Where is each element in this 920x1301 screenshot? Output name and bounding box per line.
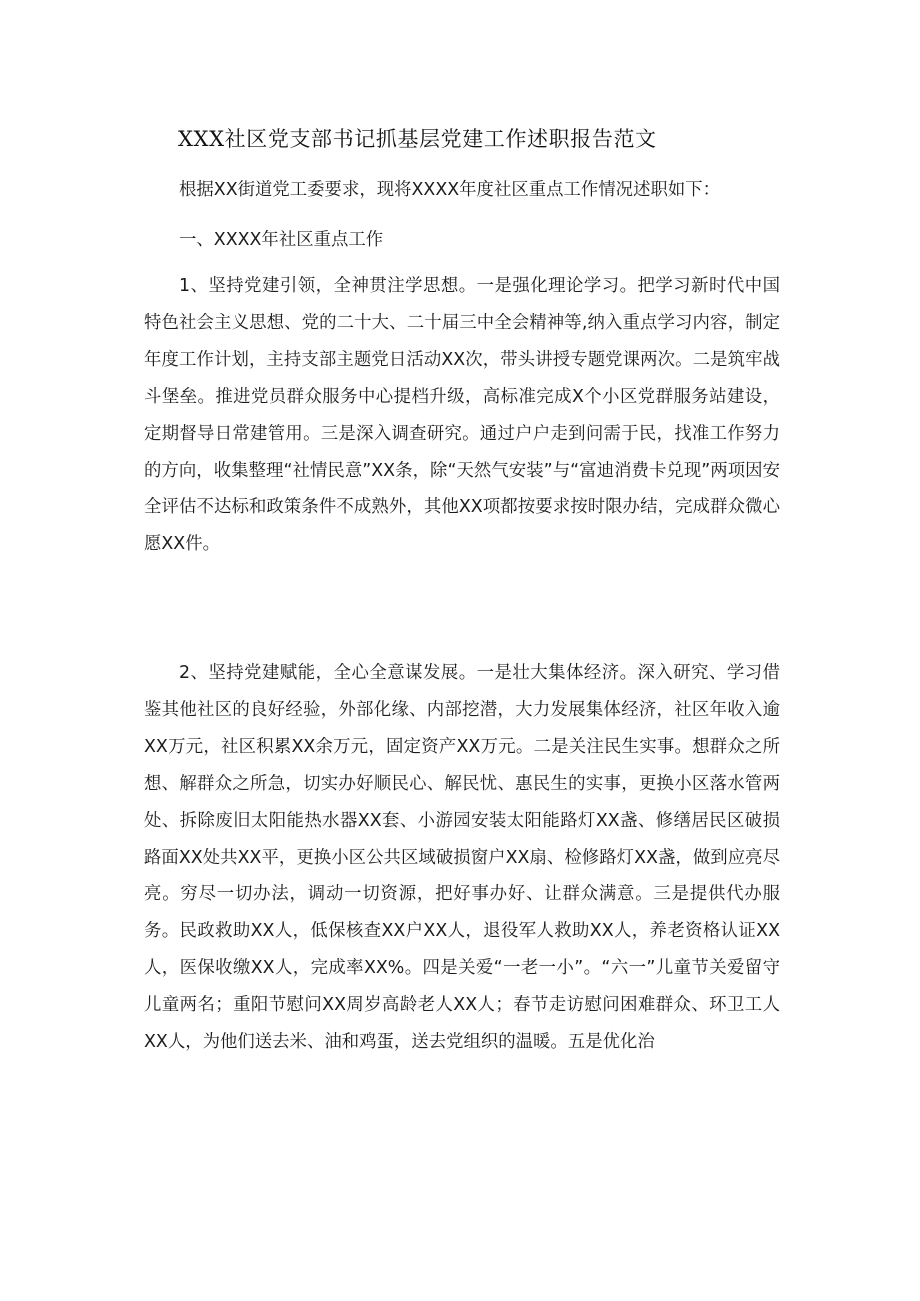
section-heading: 一、XXXX年社区重点工作 [179, 230, 384, 250]
body-paragraph-2: 2、坚持党建赋能，全心全意谋发展。一是壮大集体经济。深入研究、学习借鉴其他社区的良好经验，外部化缘、内部挖潜，大力发展集体经济，社区年收入逾XX万元，社区积累XX余万元，固定资产XX万元。二是关注民生实事。想群众之所想、解群众之所急，切实办好顺民心、解民忧、惠民生的实事，更换小区落水管两处、拆除废旧太阳能热水器XX套、小游园安装太阳能路灯XX盏、修缮居民区破损路面XX处共XX平，更换小区公共区域破损窗户XX扇、检修路灯XX盏，做到应亮尽亮。穷尽一切办法，调动一切资源，把好事办好、让群众满意。三是提供代办服务。民政救助XX人，低保核查XX户XX人，退役军人救助XX人，养老资格认证XX人，医保收缴XX人，完成率XX%。四是关爱“一老一小”。“六一”儿童节关爱留守儿童两名；重阳节慰问XX周岁高龄老人XX人；春节走访慰问困难群众、环卫工人XX人，为他们送去米、油和鸡蛋，送去党组织的温暖。五是优化治 [144, 663, 780, 1053]
intro-paragraph: 根据XX街道党工委要求，现将XXXX年度社区重点工作情况述职如下： [179, 180, 721, 200]
body-paragraph-1: 1、坚持党建引领，全神贯注学思想。一是强化理论学习。把学习新时代中国特色社会主义思想、党的二十大、二十届三中全会精神等,纳入重点学习内容，制定年度工作计划，主持支部主题党日活动XX次，带头讲授专题党课两次。二是筑牢战斗堡垒。推进党员群众服务中心提档升级，高标准完成X个小区党群服务站建设，定期督导日常建管用。三是深入调查研究。通过户户走到问需于民，找准工作努力的方向，收集整理“社情民意”XX条，除“天然气安装”与“富迪消费卡兑现”两项因安全评估不达标和政策条件不成熟外，其他XX项都按要求按时限办结，完成群众微心愿XX件。 [144, 276, 780, 555]
document-title: XXX社区党支部书记抓基层党建工作述职报告范文 [178, 127, 657, 151]
